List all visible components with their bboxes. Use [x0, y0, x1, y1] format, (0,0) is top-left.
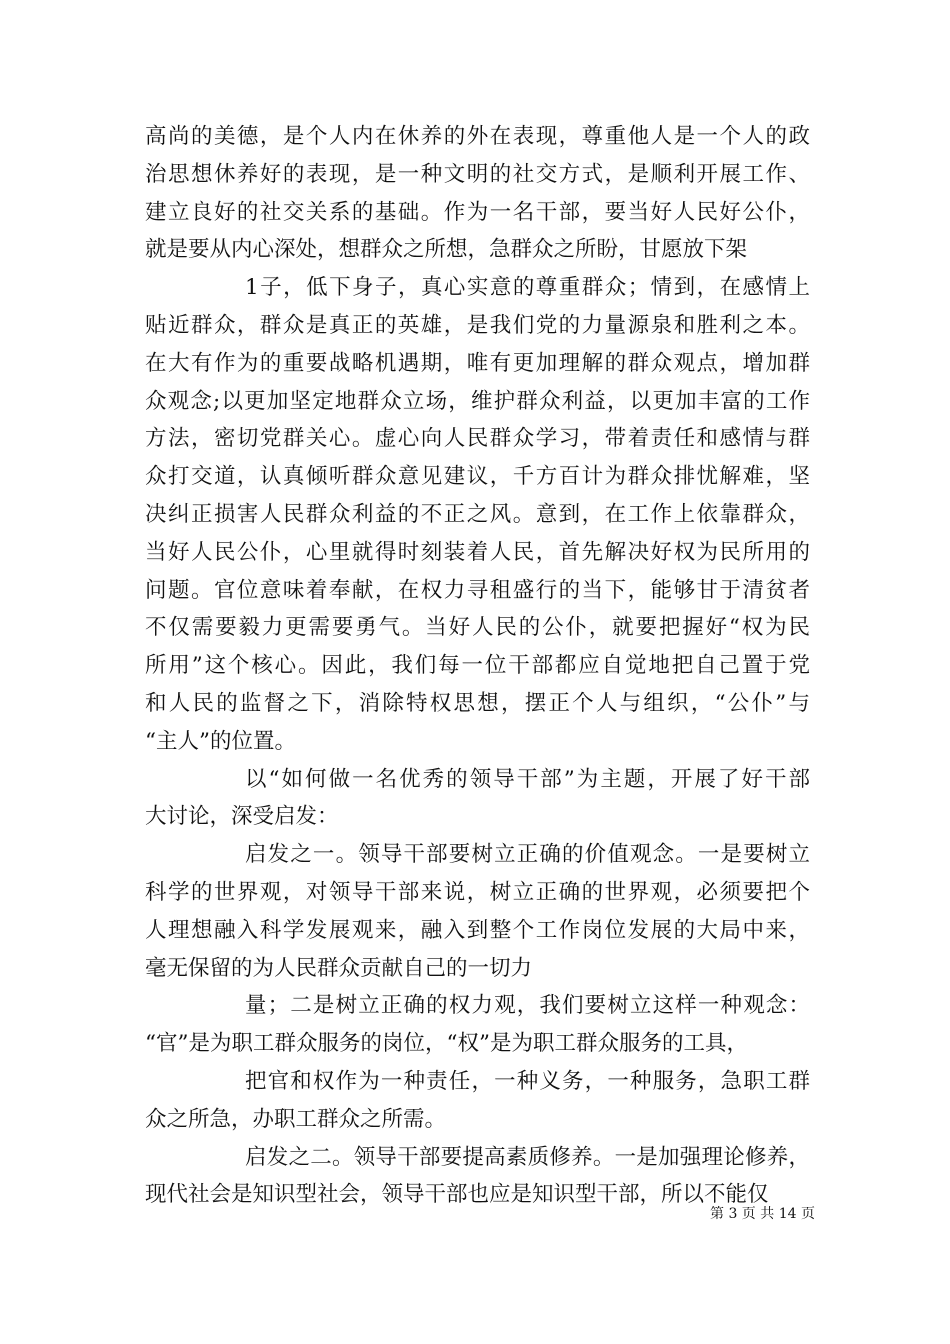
text-line: 把官和权作为一种责任，一种义务，一种服务，急职工群 — [245, 1068, 810, 1094]
text-line: 众之所急，办职工群众之所需。 — [145, 1106, 447, 1132]
text-line: 以“如何做一名优秀的领导干部”为主题，开展了好干部 — [245, 766, 810, 792]
text-line: 贴近群众，群众是真正的英雄，是我们党的力量源泉和胜利之本。 — [145, 312, 810, 338]
text-line: 和人民的监督之下，消除特权思想，摆正个人与组织，“公仆”与 — [145, 690, 810, 716]
text-line: 启发之一。领导干部要树立正确的价值观念。一是要树立 — [245, 842, 810, 868]
text-line: 现代社会是知识型社会，领导干部也应是知识型干部，所以不能仅 — [145, 1182, 769, 1208]
text-line: 建立良好的社交关系的基础。作为一名干部，要当好人民好公仆， — [145, 199, 810, 225]
text-line: 1子，低下身子，真心实意的尊重群众；情到，在感情上 — [245, 275, 810, 301]
text-line: 众打交道，认真倾听群众意见建议，千方百计为群众排忧解难，坚 — [145, 464, 810, 490]
text-line: 毫无保留的为人民群众贡献自己的一切力 — [145, 955, 533, 981]
text-line: 治思想休养好的表现，是一种文明的社交方式，是顺利开展工作、 — [145, 161, 810, 187]
text-line: 在大有作为的重要战略机遇期，唯有更加理解的群众观点，增加群 — [145, 350, 810, 376]
text-line: 大讨论，深受启发： — [145, 804, 339, 830]
text-line: 决纠正损害人民群众利益的不正之风。意到，在工作上依靠群众， — [145, 501, 810, 527]
text-line: “官”是为职工群众服务的岗位，“权”是为职工群众服务的工具， — [145, 1031, 748, 1057]
text-line: 当好人民公仆，心里就得时刻装着人民，首先解决好权为民所用的 — [145, 539, 810, 565]
text-line: 所用”这个核心。因此，我们每一位干部都应自觉地把自己置于党 — [145, 653, 810, 679]
text-line: 问题。官位意味着奉献，在权力寻租盛行的当下，能够甘于清贫者 — [145, 577, 810, 603]
page-number-footer: 第 3 页 共 14 页 — [710, 1206, 815, 1222]
text-line: 不仅需要毅力更需要勇气。当好人民的公仆，就要把握好“权为民 — [145, 615, 810, 641]
body-text — [145, 118, 810, 1214]
text-line: 启发之二。领导干部要提高素质修养。一是加强理论修养， — [245, 1144, 810, 1170]
text-line: 科学的世界观，对领导干部来说，树立正确的世界观，必须要把个 — [145, 879, 810, 905]
text-line: 高尚的美德，是个人内在休养的外在表现，尊重他人是一个人的政 — [145, 124, 810, 149]
text-line: 量；二是树立正确的权力观，我们要树立这样一种观念： — [245, 993, 810, 1019]
text-line: 众观念;以更加坚定地群众立场，维护群众利益，以更加丰富的工作 — [145, 388, 810, 414]
text-line: 就是要从内心深处，想群众之所想，急群众之所盼，甘愿放下架 — [145, 237, 748, 263]
text-line: 人理想融入科学发展观来，融入到整个工作岗位发展的大局中来， — [145, 917, 810, 943]
text-line: 方法，密切党群关心。虚心向人民群众学习，带着责任和感情与群 — [145, 426, 810, 452]
text-line: “主人”的位置。 — [145, 728, 296, 754]
